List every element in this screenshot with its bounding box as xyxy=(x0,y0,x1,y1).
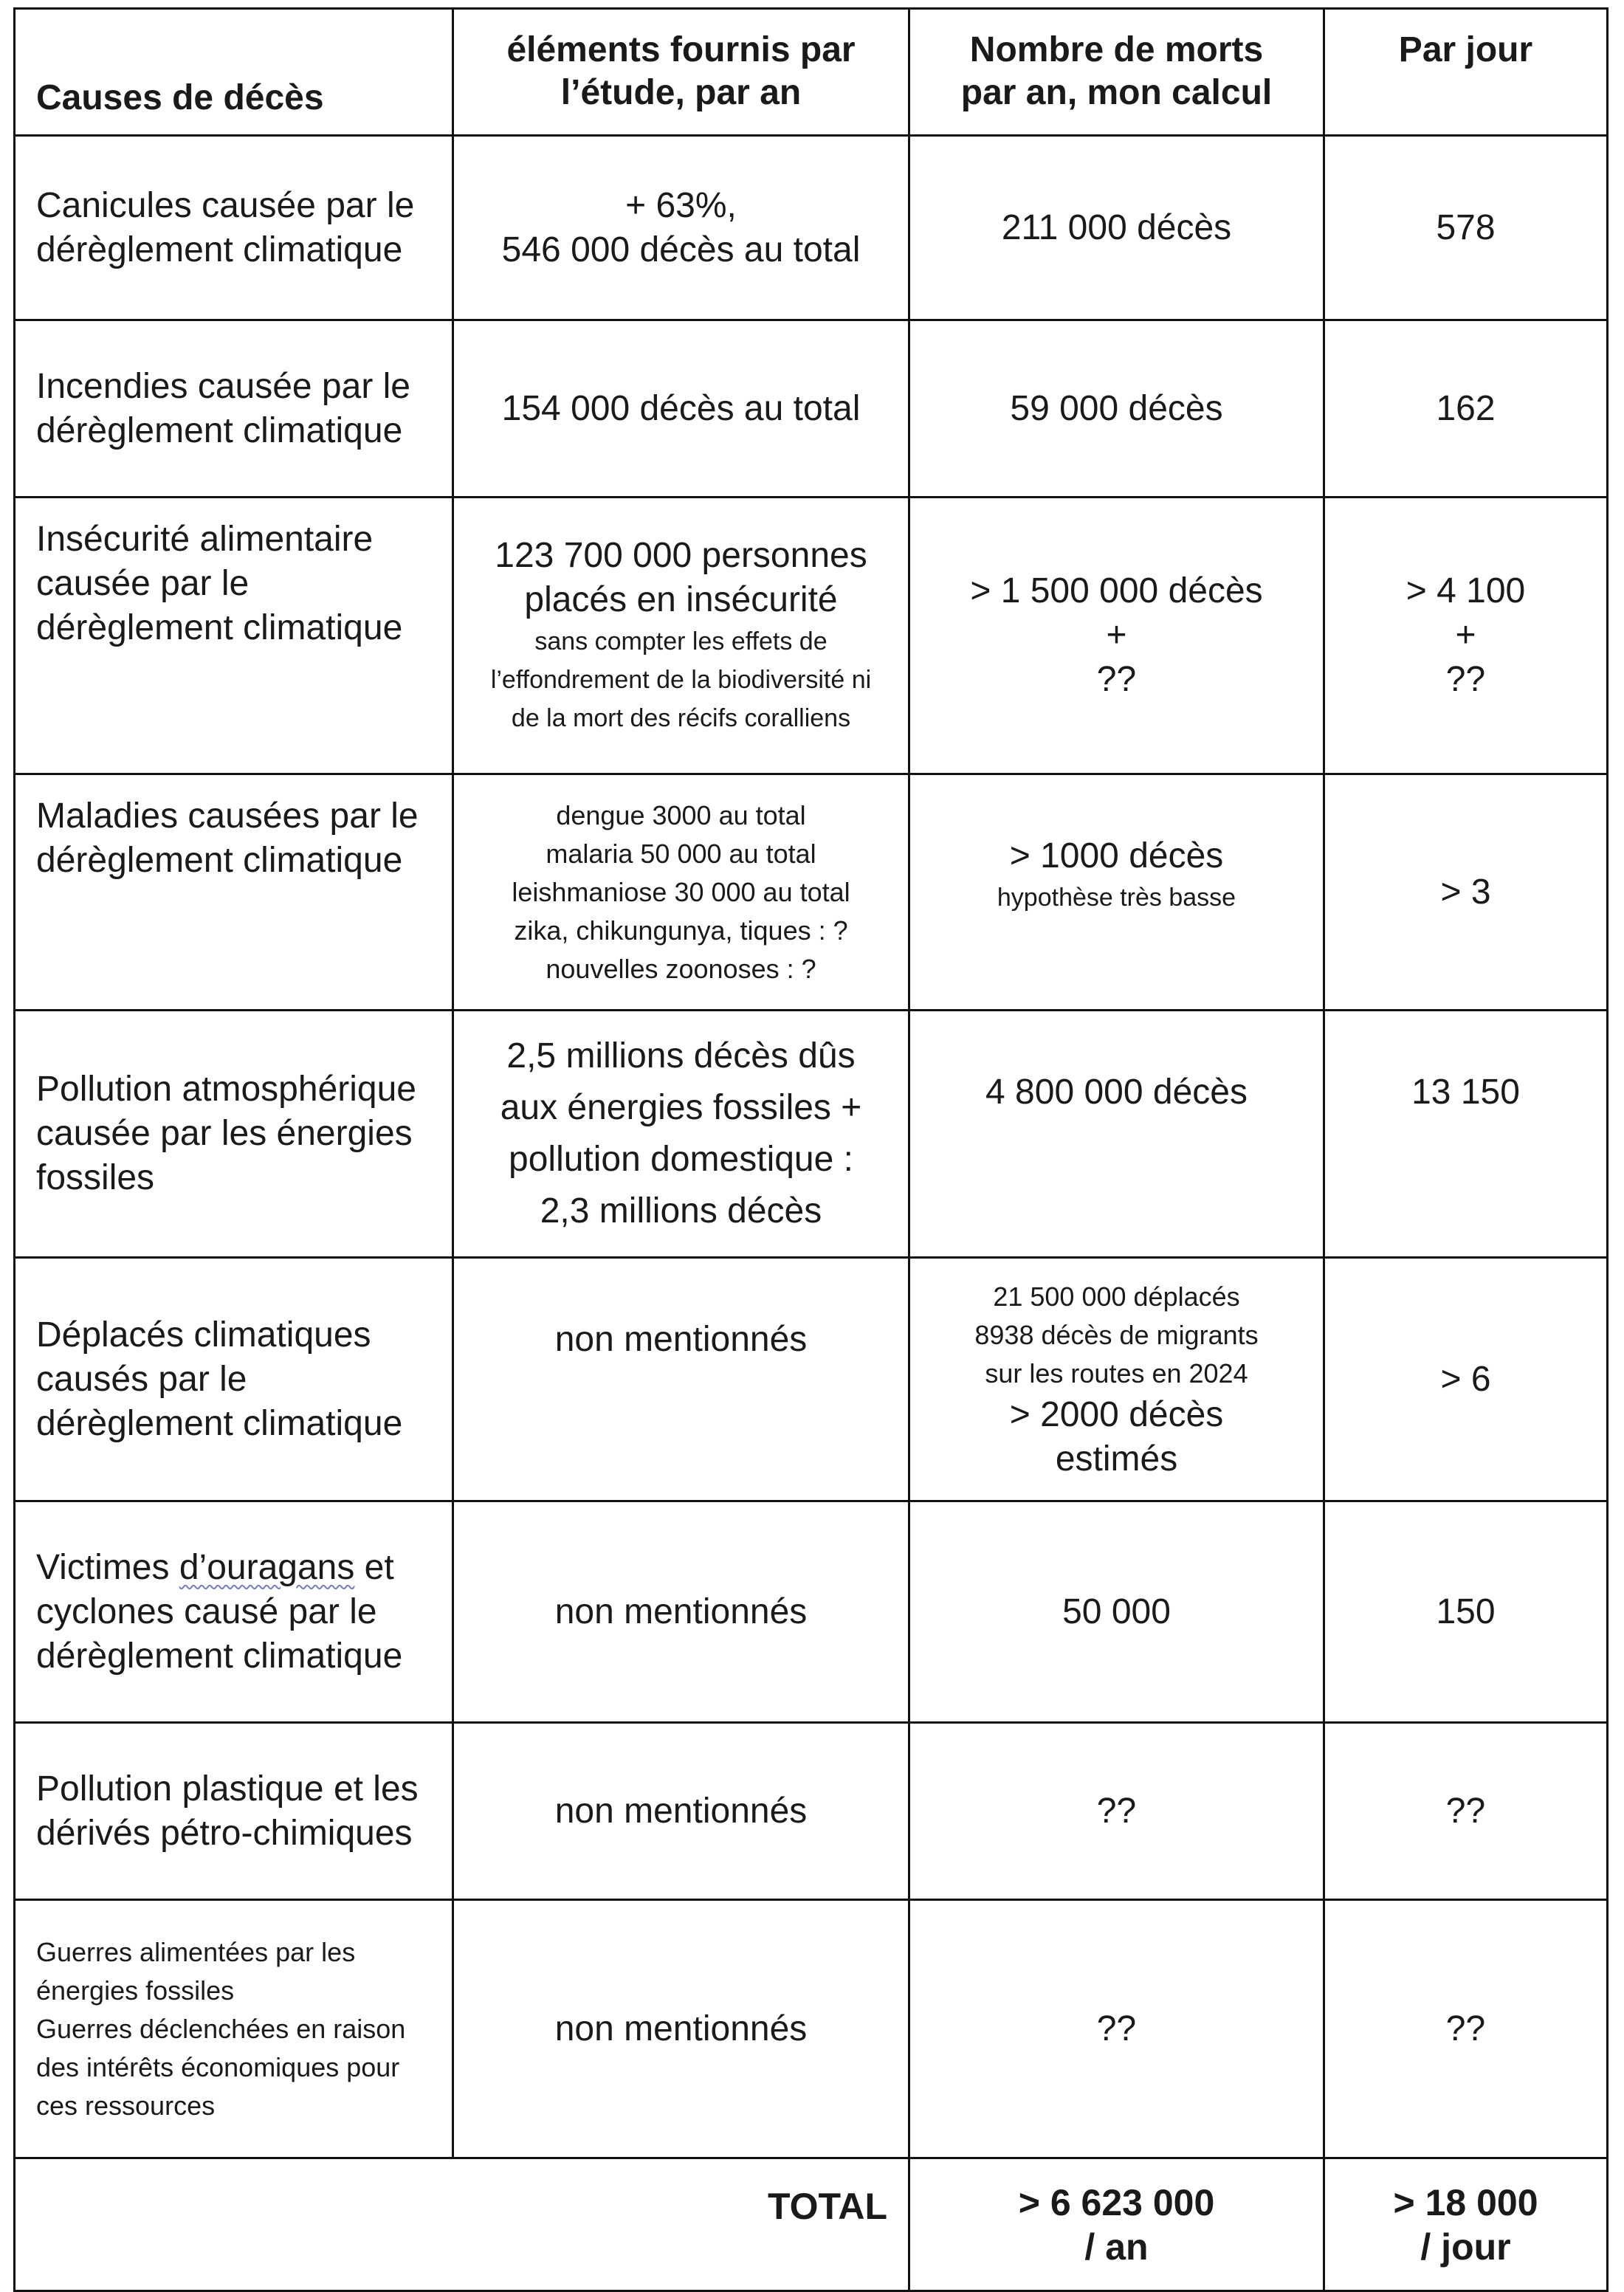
per-day-cell: > 3 xyxy=(1324,774,1608,1011)
cause-cell: Maladies causées par le dérèglement climatique xyxy=(15,774,453,1011)
table-row xyxy=(15,1900,1608,2158)
death-causes-table xyxy=(13,7,1608,2292)
cause-cell: Pollution plastique et les dérivés pétro-chimiques xyxy=(15,1723,453,1900)
study-cell: non mentionnés xyxy=(453,1723,909,1900)
header-per-day: Par jour xyxy=(1324,9,1608,136)
calc-cell: 4 800 000 décès xyxy=(909,1011,1324,1258)
table-row xyxy=(15,1501,1608,1723)
per-day-cell: 150 xyxy=(1324,1501,1608,1723)
table-row xyxy=(15,136,1608,320)
per-day-cell: 578 xyxy=(1324,136,1608,320)
per-day-cell: > 6 xyxy=(1324,1258,1608,1501)
study-cell: non mentionnés xyxy=(453,1900,909,2158)
calc-cell: 21 500 000 déplacés 8938 décès de migrants sur les routes en 2024 > 2000 décès estimés xyxy=(909,1258,1324,1501)
study-cell: 123 700 000 personnes placés en insécurité sans compter les effets de l’effondrement de la biodiversité ni de la mort des récifs coralliens xyxy=(453,498,909,774)
calc-note: hypothèse très basse xyxy=(997,884,1236,912)
study-cell: non mentionnés xyxy=(453,1501,909,1723)
table-row xyxy=(15,1258,1608,1501)
calc-cell: 211 000 décès xyxy=(909,136,1324,320)
per-day-cell: 13 150 xyxy=(1324,1011,1608,1258)
calc-cell: > 1000 décès hypothèse très basse xyxy=(909,774,1324,1011)
header-calc: Nombre de morts par an, mon calcul xyxy=(909,9,1324,136)
header-study: éléments fournis par l’étude, par an xyxy=(453,9,909,136)
total-per-day-cell: > 18 000 / jour xyxy=(1324,2158,1608,2291)
per-day-cell: ?? xyxy=(1324,1723,1608,1900)
cause-cell: Pollution atmosphérique causée par les énergies fossiles xyxy=(15,1011,453,1258)
per-day-cell: 162 xyxy=(1324,320,1608,498)
calc-cell: ?? xyxy=(909,1900,1324,2158)
study-cell: dengue 3000 au total malaria 50 000 au total leishmaniose 30 000 au total zika, chikungunya, tiques : ? nouvelles zoonoses : ? xyxy=(453,774,909,1011)
cause-cell: Insécurité alimentaire causée par le dérèglement climatique xyxy=(15,498,453,774)
calc-cell: ?? xyxy=(909,1723,1324,1900)
table-row xyxy=(15,1723,1608,1900)
header-cause: Causes de décès xyxy=(15,9,453,136)
table-row xyxy=(15,1011,1608,1258)
per-day-cell: > 4 100 + ?? xyxy=(1324,498,1608,774)
total-label: TOTAL xyxy=(15,2158,909,2291)
total-row xyxy=(15,2158,1608,2291)
cause-cell: Canicules causée par le dérèglement climatique xyxy=(15,136,453,320)
calc-cell: > 1 500 000 décès + ?? xyxy=(909,498,1324,774)
spellcheck-underline: d’ouragans xyxy=(179,1547,355,1587)
table-header-row xyxy=(15,9,1608,136)
study-cell: 2,5 millions décès dûs aux énergies fossiles + pollution domestique : 2,3 millions décès xyxy=(453,1011,909,1258)
study-note: sans compter les effets de l’effondrement de la biodiversité ni de la mort des récifs coralliens xyxy=(490,627,872,732)
cause-cell: Victimes d’ouragans et cyclones causé par le dérèglement climatique xyxy=(15,1501,453,1723)
cause-cell: Déplacés climatiques causés par le dérèglement climatique xyxy=(15,1258,453,1501)
table-row xyxy=(15,320,1608,498)
study-cell: + 63%, 546 000 décès au total xyxy=(453,136,909,320)
table-row xyxy=(15,498,1608,774)
table-row xyxy=(15,774,1608,1011)
calc-cell: 50 000 xyxy=(909,1501,1324,1723)
calc-cell: 59 000 décès xyxy=(909,320,1324,498)
study-cell: 154 000 décès au total xyxy=(453,320,909,498)
cause-cell: Incendies causée par le dérèglement climatique xyxy=(15,320,453,498)
total-calc-cell: > 6 623 000 / an xyxy=(909,2158,1324,2291)
per-day-cell: ?? xyxy=(1324,1900,1608,2158)
cause-cell: Guerres alimentées par les énergies fossiles Guerres déclenchées en raison des intérêts économiques pour ces ressources xyxy=(15,1900,453,2158)
study-cell: non mentionnés xyxy=(453,1258,909,1501)
